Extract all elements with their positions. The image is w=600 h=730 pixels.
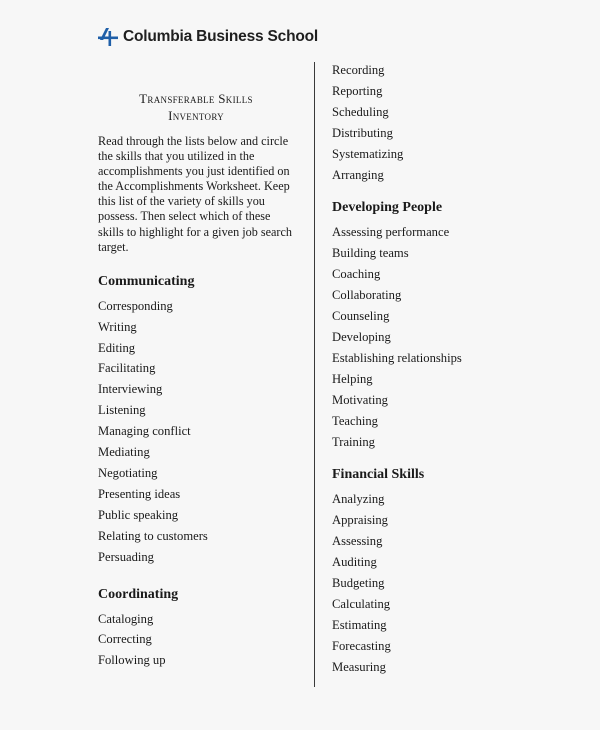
logo-text: Columbia Business School (123, 28, 319, 45)
skill-item: Training (332, 434, 375, 449)
skill-item: Public speaking (98, 507, 179, 522)
skill-item: Relating to customers (98, 528, 208, 543)
skill-item: Scheduling (332, 104, 389, 119)
title-line-2: Inventory (168, 108, 224, 123)
skill-item: Writing (98, 319, 137, 334)
skill-item: Building teams (332, 246, 409, 261)
skill-item: Coaching (332, 267, 381, 282)
skill-item: Facilitating (98, 361, 156, 376)
title-line-1: Transferable Skills (139, 91, 253, 106)
skill-item: Motivating (332, 392, 388, 407)
skill-item: Assessing (332, 534, 383, 549)
skill-item: Appraising (332, 513, 388, 528)
document-title (98, 90, 294, 124)
skill-item: Reporting (332, 83, 383, 98)
skill-item: Distributing (332, 125, 393, 140)
skill-item: Recording (332, 63, 385, 77)
right-column (332, 60, 552, 678)
skills-list-coordinating-continued (332, 60, 552, 185)
skills-list-developing-people (332, 222, 552, 452)
skill-item: Measuring (332, 659, 386, 674)
skill-item: Interviewing (98, 382, 163, 397)
skill-item: Following up (98, 653, 166, 668)
skill-item: Counseling (332, 309, 390, 324)
skill-item: Listening (98, 403, 146, 418)
skill-item: Presenting ideas (98, 486, 181, 501)
skill-item: Helping (332, 371, 373, 386)
skill-item: Estimating (332, 617, 387, 632)
skill-item: Corresponding (98, 298, 173, 313)
section-heading-coordinating: Coordinating (98, 586, 179, 602)
intro-paragraph: Read through the lists below and circle the skills that you utilized in the accomplishments you just identified on the Accomplishments Worksheet. Keep this list of the variety of skills you possess. Then select which of these skills to highlight for a given job search target. (98, 134, 292, 254)
skill-item: Budgeting (332, 576, 385, 591)
skill-item: Teaching (332, 413, 378, 428)
section-heading-financial-skills: Financial Skills (332, 467, 425, 483)
skill-item: Managing conflict (98, 424, 191, 439)
skill-item: Cataloging (98, 611, 154, 626)
skill-item: Negotiating (98, 466, 158, 480)
skill-item: Mediating (98, 445, 150, 460)
skill-item: Establishing relationships (332, 350, 462, 365)
skill-item: Systematizing (332, 146, 404, 161)
skills-list-coordinating (98, 609, 298, 672)
skill-item: Persuading (98, 549, 154, 564)
skill-item: Collaborating (332, 288, 402, 303)
skills-list-communicating (98, 296, 298, 568)
skill-item: Arranging (332, 167, 384, 182)
column-divider (314, 62, 315, 687)
section-heading-developing-people: Developing People (332, 200, 443, 216)
skill-item: Auditing (332, 555, 377, 570)
skill-item: Calculating (332, 596, 391, 611)
skill-item: Developing (332, 329, 391, 344)
columbia-crown-icon (97, 27, 119, 47)
left-column (98, 90, 298, 671)
logo (97, 27, 318, 47)
skill-item: Correcting (98, 632, 152, 647)
skill-item: Assessing performance (332, 225, 450, 240)
section-heading-communicating: Communicating (98, 273, 195, 289)
skill-item: Forecasting (332, 638, 391, 653)
skill-item: Analyzing (332, 492, 385, 507)
skills-list-financial-skills (332, 489, 552, 677)
skill-item: Editing (98, 340, 136, 355)
